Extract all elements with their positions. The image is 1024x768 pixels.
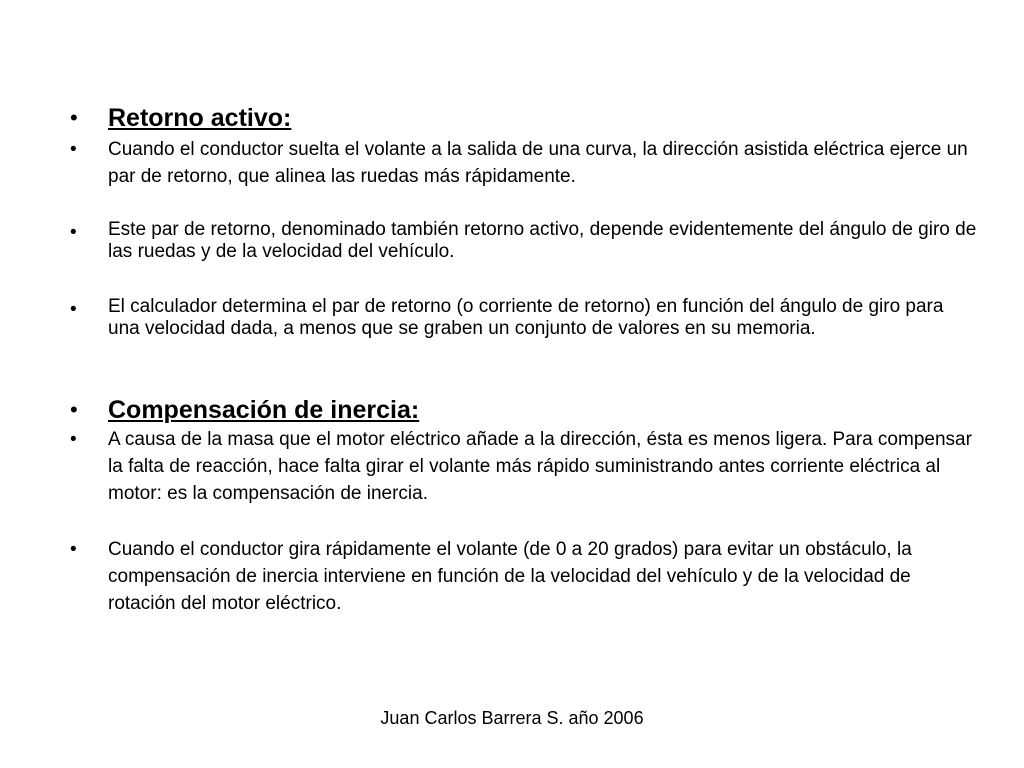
bullet-icon: • — [70, 222, 77, 243]
heading-text: Retorno activo: — [108, 104, 292, 132]
bullet-paragraph — [70, 296, 980, 340]
bullet-icon: • — [70, 105, 78, 130]
bullet-paragraph — [70, 136, 980, 190]
bullet-icon: • — [70, 539, 77, 560]
bullet-icon: • — [70, 299, 77, 320]
bullet-icon: • — [70, 139, 77, 160]
bullet-icon: • — [70, 429, 77, 450]
paragraph-text: Este par de retorno, denominado también retorno activo, depende evidentemente del ángulo de giro de las ruedas y de la velocidad del vehículo. — [108, 219, 977, 262]
bullet-paragraph — [70, 219, 980, 263]
section-heading-compensacion-inercia — [70, 394, 980, 426]
bullet-icon: • — [70, 397, 78, 422]
footer-credit: Juan Carlos Barrera S. año 2006 — [380, 708, 644, 728]
section-heading-retorno-activo — [70, 102, 980, 134]
heading-text: Compensación de inercia: — [108, 396, 420, 424]
paragraph-text: El calculador determina el par de retorno (o corriente de retorno) en función del ángulo de giro para una velocidad dada, a menos que se graben un conjunto de valores en su memoria. — [108, 296, 944, 339]
bullet-paragraph — [70, 536, 980, 617]
paragraph-text: A causa de la masa que el motor eléctrico añade a la dirección, ésta es menos ligera. Para compensar la falta de reacción, hace falta girar el volante más rápido suministrando antes corriente eléctrica al motor: es la compensación de inercia. — [108, 429, 972, 504]
paragraph-text: Cuando el conductor gira rápidamente el volante (de 0 a 20 grados) para evitar un obstáculo, la compensación de inercia interviene en función de la velocidad del vehículo y de la velocidad de rotación del motor eléctrico. — [108, 539, 912, 614]
bullet-paragraph — [70, 426, 980, 507]
paragraph-text: Cuando el conductor suelta el volante a la salida de una curva, la dirección asistida eléctrica ejerce un par de retorno, que alinea las ruedas más rápidamente. — [108, 139, 968, 187]
